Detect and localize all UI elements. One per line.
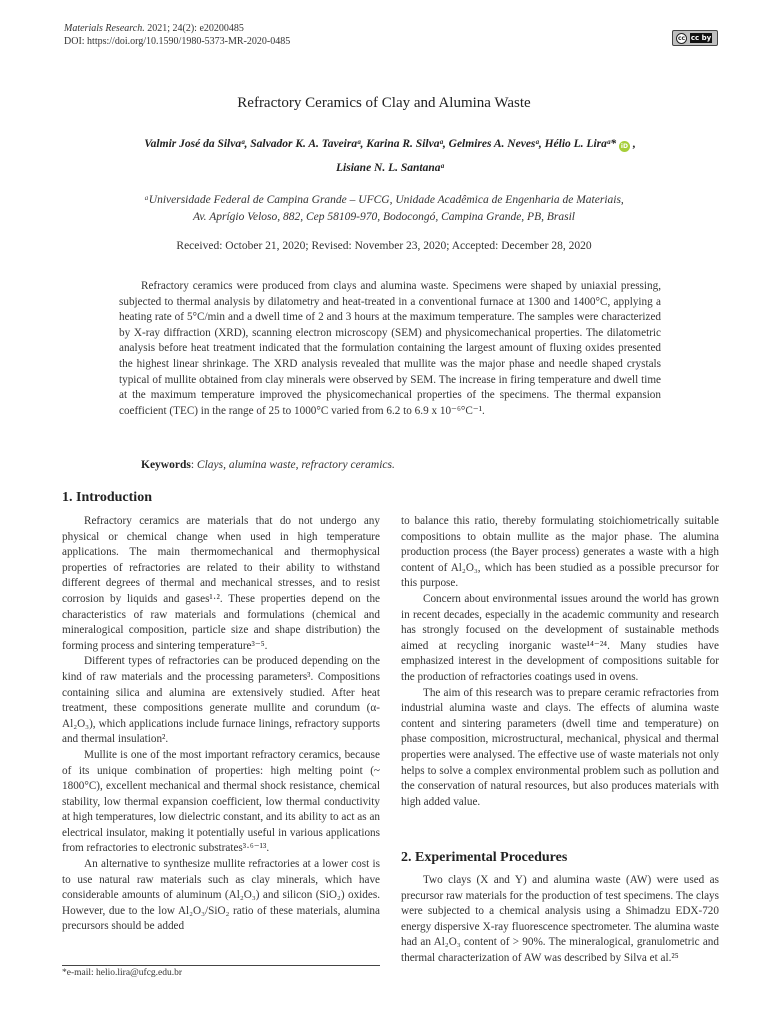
keywords-text: Clays, alumina waste, refractory ceramics. (196, 459, 395, 471)
doi-link[interactable]: DOI: https://doi.org/10.1590/1980-5373-MR-2020-0485 (64, 36, 291, 47)
author-list (90, 132, 690, 180)
authors-line-2: Lisiane N. L. Santanaᵃ (336, 162, 444, 174)
authors-line-1-end: , (629, 138, 636, 150)
authors-line-1: Valmir José da Silvaᵃ, Salvador K. A. Taveiraᵃ, Karina R. Silvaᵃ, Gelmires A. Nevesᵃ, Hélio L. Liraᵃ* (144, 138, 617, 150)
paragraph: Concern about environmental issues around the world has grown in recent decades, especially in the academic community and research has strongly focused on the development of sustainable methods aimed at recycling inorganic waste¹⁴⁻²⁴. Many studies have emphasized interest in the development of compositions suitable for the production of refractories coatings used in ovens. (401, 592, 719, 683)
keywords (141, 459, 395, 471)
paper-title: Refractory Ceramics of Clay and Alumina Waste (237, 95, 531, 111)
orcid-icon[interactable]: iD (620, 143, 628, 150)
paragraph: Two clays (X and Y) and alumina waste (AW) were used as precursor raw materials for the production of test specimens. The clays were subjected to a chemical analysis using a Shimadzu EDX-720 energy dispersive X-ray fluorescence spectrometer. The alumina waste had an Al₂O₃ content of > 90%. The mineralogical, granulometric and thermal characterization of AW was described by Silva et al.²⁵ (401, 874, 719, 964)
journal-name: Materials Research. (64, 23, 145, 34)
paragraph: Refractory ceramics are materials that do not undergo any physical or chemical change when used in high temperature applications. The main thermomechanical and thermophysical properties of refractories are related to their ability to withstand different degrees of thermal and mechanical stresses, and to resist corrosion by liquids and gases¹·². These properties depend on the characteristics of raw materials and formulations (chemical and mineralogical composition, particle size and shape distribution) the forming process and sintering temperature³⁻⁵. (62, 515, 380, 652)
paragraph: Mullite is one of the most important refractory ceramics, because of its unique combination of properties: high melting point (~ 1800°C), excellent mechanical and thermal shock resistance, chemical stability, low thermal expansion coefficient, low thermal conductivity at high temperatures, low dielectric constant, and its ability to act as an electrical insulator, making it potentially useful in various applications from refractories to electronic substrates³·⁶⁻¹³. (62, 748, 380, 855)
corresponding-email[interactable]: *e-mail: helio.lira@ufcg.edu.br (62, 968, 183, 978)
affiliation-line-1: ᵃUniversidade Federal de Campina Grande – UFCG, Unidade Acadêmica de Engenharia de Materiais, (144, 194, 624, 206)
paragraph: An alternative to synthesize mullite refractories at a lower cost is to use natural raw materials such as clay minerals, which have considerable amounts of aluminum (Al₂O₃) and silicon (SiO₂) oxides. However, due to the low Al₂O₃/SiO₂ ratio of these materials, alumina precursors should be added (62, 858, 380, 933)
creative-commons-badge[interactable] (672, 30, 718, 46)
section-heading-introduction: 1. Introduction (62, 490, 152, 505)
journal-citation: 2021; 24(2): e20200485 (144, 23, 244, 34)
journal-header (64, 22, 290, 48)
keywords-colon: : (190, 459, 197, 471)
section-heading-experimental: 2. Experimental Procedures (401, 850, 568, 865)
footnote-rule (62, 965, 380, 966)
abstract: Refractory ceramics were produced from clays and alumina waste. Specimens were shaped by uniaxial pressing, subjected to thermal analysis by dilatometry and heat-treated in a conventional furnace at 1300 and 1400°C, applying a heating rate of 5°C/min and a dwell time of 2 and 3 hours at the maximum temperature. The samples were characterized by X-ray diffraction (XRD), scanning electron microscopy (SEM) and physicomechanical properties. The dilatometric analysis before heat treatment indicated that the formulation containing the largest amount of fluxing oxides presented the highest linear shrinkage. The XRD analysis revealed that mullite was the major phase and needle shaped crystals typical of mullite obtained from clay minerals were observed by SEM. The increase in firing temperature and dwell time at the maximum temperature improved the physicomechanical properties of the specimens. The thermal expansion coefficient (TEC) in the range of 25 to 1000°C varied from 6.2 to 6.9 x 10⁻⁶°C⁻¹. (119, 280, 661, 417)
paragraph: to balance this ratio, thereby formulating stoichiometrically suitable compositions to obtain mullite as the major phase. The alumina production process (the Bayer process) generates a waste with a high content of Al₂O₃, which has been studied as a possible precursor for this purpose. (401, 515, 719, 590)
license-badge-label: cc by (690, 34, 712, 42)
affiliation-line-2: Av. Aprígio Veloso, 882, Cep 58109-970, Bodocongó, Campina Grande, PB, Brasil (193, 211, 575, 223)
cc-icon: cc (677, 34, 686, 42)
affiliation (70, 192, 698, 226)
paragraph: The aim of this research was to prepare ceramic refractories from industrial alumina waste and clays. The effects of alumina waste content and sintering parameters (dwell time and temperature) on phase composition, microstructural, mechanical, physical and thermal properties were analysed. The effective use of waste materials not only helps to solve a complex environmental problem such as pollution and the conservation of natural resources, but also produces materials with high added value. (401, 686, 719, 808)
publication-dates: Received: October 21, 2020; Revised: November 23, 2020; Accepted: December 28, 2020 (176, 240, 592, 252)
left-column (62, 514, 380, 935)
keywords-label: Keywords (141, 459, 191, 471)
right-column (401, 514, 719, 810)
paragraph: Different types of refractories can be produced depending on the kind of raw materials and the processing parameters³. Compositions containing silica and alumina are extensively studied. After heat treatment, these compositions generate mullite and corundum (α-Al₂O₃), which applications include furnace linings, refractory supports and thermal insulation². (62, 655, 380, 746)
right-column-section-2 (401, 873, 719, 967)
